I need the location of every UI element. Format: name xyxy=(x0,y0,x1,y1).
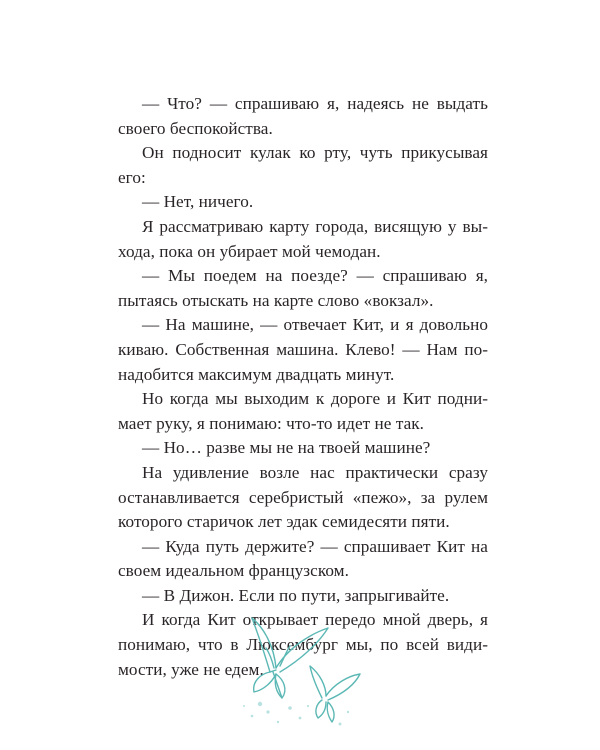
text-line: И когда Кит открывает передо мной дверь, я xyxy=(142,610,488,630)
text-line: — Мы поедем на поезде? — спрашиваю я, xyxy=(142,266,488,286)
text-line: — Нет, ничего. xyxy=(142,192,254,212)
text-line: его: xyxy=(118,167,146,187)
text-line: надобится максимум двадцать минут. xyxy=(118,364,395,384)
text-line: киваю. Собственная машина. Клево! — Нам по- xyxy=(118,339,488,359)
page-text xyxy=(118,92,488,682)
text-line: Но когда мы выходим к дороге и Кит подни- xyxy=(142,389,488,409)
text-line: которого старичок лет эдак семидесяти пяти. xyxy=(118,512,450,532)
text-line: — Что? — спрашиваю я, надеясь не выдать xyxy=(142,94,488,113)
text-line: Он подносит кулак ко рту, чуть прикусывая xyxy=(142,143,488,163)
text-line: Я рассматриваю карту города, висящую у вы- xyxy=(142,216,488,236)
text-line: хода, пока он убирает мой чемодан. xyxy=(118,241,381,261)
text-line: мает руку, я понимаю: что-то идет не так. xyxy=(118,413,425,433)
text-line: — В Дижон. Если по пути, запрыгивайте. xyxy=(142,585,450,605)
butterfly-icon xyxy=(230,612,380,732)
text-line: понимаю, что в Люксембург мы, по всей види- xyxy=(118,635,488,655)
text-line: — Куда путь держите? — спрашивает Кит на xyxy=(142,536,488,556)
text-line: — Но… разве мы не на твоей машине? xyxy=(142,438,431,458)
text-line: мости, уже не едем. xyxy=(118,659,264,679)
text-line: останавливается серебристый «пежо», за рулем xyxy=(118,487,488,507)
text-line: На удивление возле нас практически сразу xyxy=(142,462,488,482)
text-line: — На машине, — отвечает Кит, и я довольно xyxy=(142,315,488,335)
text-line: своем идеальном французском. xyxy=(118,561,349,581)
text-line: своего беспокойства. xyxy=(118,118,273,138)
text-line: пытаясь отыскать на карте слово «вокзал». xyxy=(118,290,434,310)
